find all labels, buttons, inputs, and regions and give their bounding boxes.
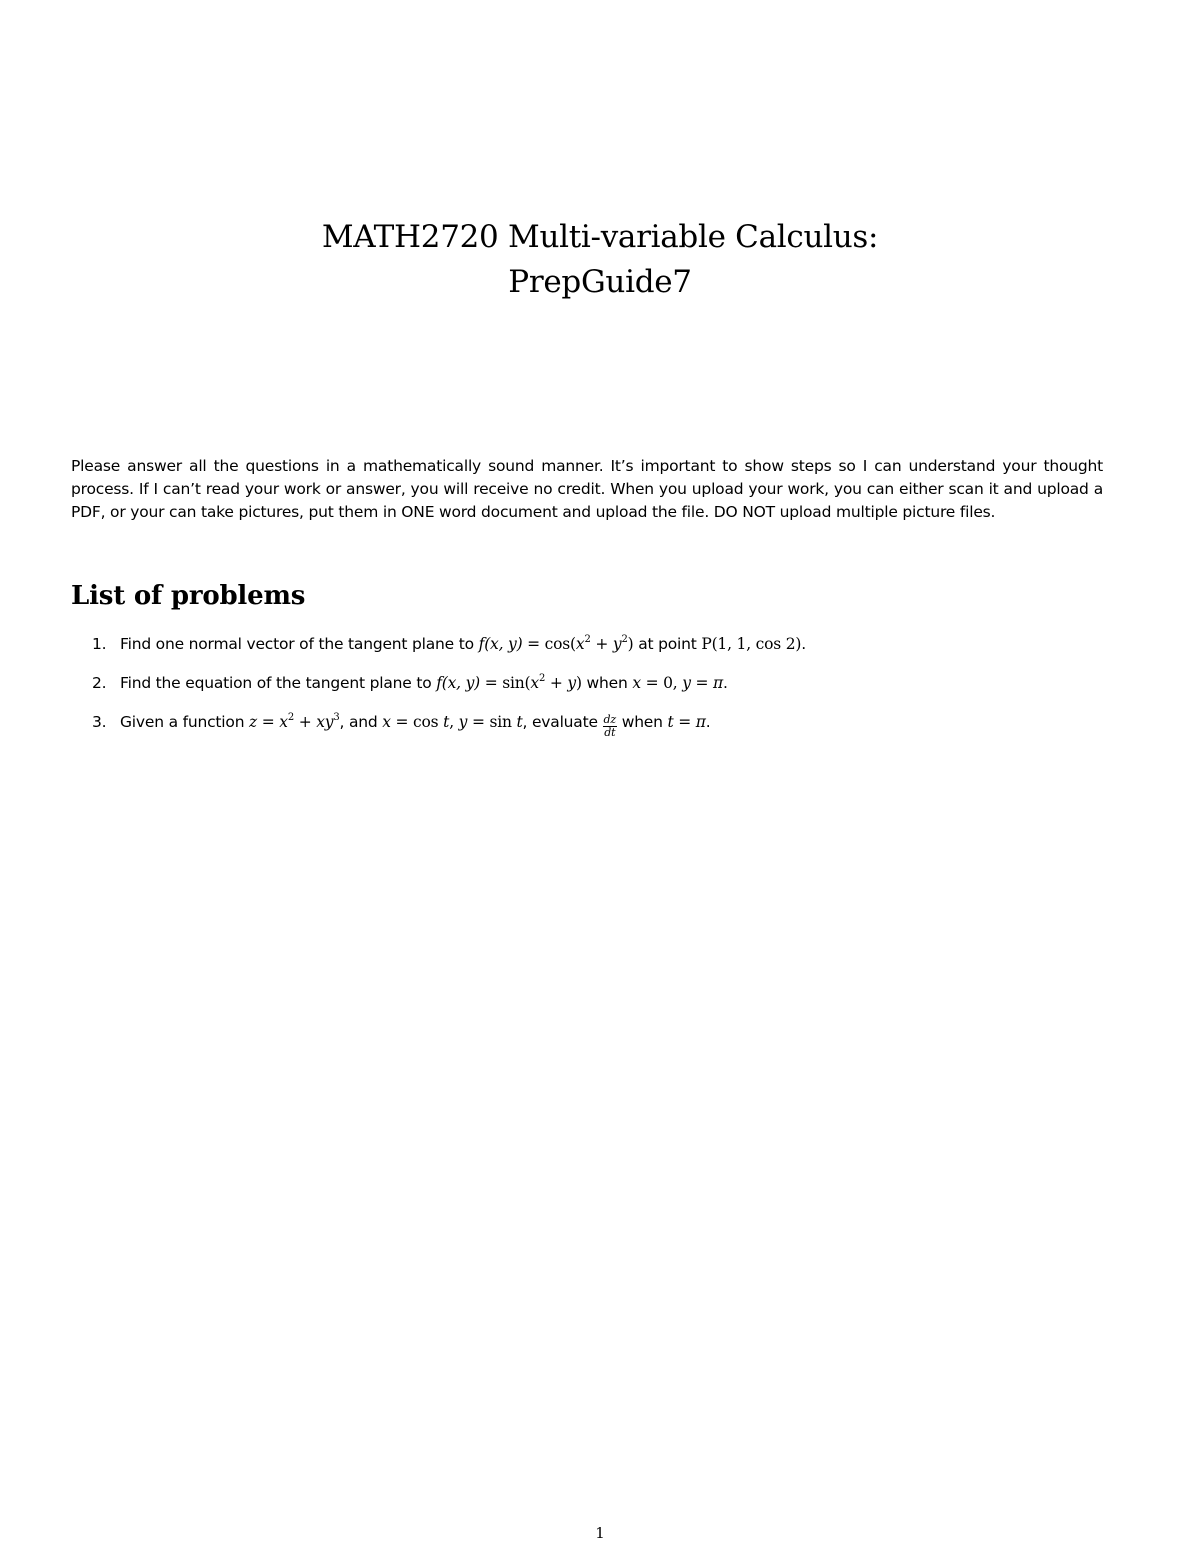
math-operator: =: [673, 713, 696, 731]
problem-item-1: [92, 630, 1092, 669]
math-symbol: x: [382, 713, 391, 731]
math-exponent: 2: [584, 634, 591, 645]
math-operator: = 0,: [640, 674, 683, 692]
math-exponent: 3: [333, 712, 340, 723]
math-symbol: f: [478, 635, 485, 653]
fraction-denominator: dt: [604, 726, 616, 739]
problem-text-segment: when: [581, 674, 633, 692]
problem-text: [120, 635, 806, 653]
problem-text-segment: when: [616, 713, 668, 731]
math-symbol: t: [667, 713, 674, 731]
problem-number: 2.: [92, 674, 107, 692]
math-operator: +: [545, 674, 568, 692]
math-symbol: π: [695, 713, 706, 731]
math-symbol: y: [612, 635, 622, 653]
math-operator: ): [575, 674, 582, 692]
math-operator: = cos: [390, 713, 444, 731]
math-exponent: 2: [287, 712, 294, 723]
math-symbol: t: [443, 713, 450, 731]
instructions-paragraph: Please answer all the questions in a mathematically sound manner. It’s important to show steps so I can understand your thought process. If I can’t read your work or answer, you will receive no credit. When you upload your work, you can either scan it and upload a PDF, or your can take pictures, put them in ONE word document and upload the file. DO NOT upload multiple picture files.: [71, 457, 1103, 522]
math-symbol: y: [458, 713, 468, 731]
problem-text-segment: .: [705, 713, 711, 731]
math-args: (x, y): [441, 674, 481, 692]
math-operator: = sin(: [480, 674, 531, 692]
math-symbol: x: [575, 635, 585, 653]
problem-text-segment: Find the equation of the tangent plane to: [120, 674, 437, 692]
page-number: 1: [595, 1524, 605, 1542]
problem-text: [120, 674, 728, 692]
fraction-numerator: dz: [603, 713, 616, 726]
problem-text-segment: .: [801, 635, 807, 653]
math-operator: +: [590, 635, 613, 653]
math-symbol: x: [530, 674, 539, 692]
problem-item-3: [92, 708, 1092, 747]
math-operator: ,: [449, 713, 459, 731]
problem-number: 3.: [92, 713, 107, 731]
document-title: MATH2720 Multi-variable Calculus:: [321, 219, 879, 255]
problem-text-segment: Find one normal vector of the tangent plane to: [120, 635, 479, 653]
math-operator: =: [257, 713, 280, 731]
math-point: P(1, 1, cos 2): [701, 635, 802, 653]
problem-text-segment: , evaluate: [522, 713, 603, 731]
math-symbol: xy: [316, 713, 334, 731]
math-exponent: 2: [538, 673, 546, 684]
problem-number: 1.: [92, 635, 107, 653]
math-operator: ): [627, 635, 634, 653]
math-symbol: f: [436, 674, 442, 692]
problem-text-segment: at point: [633, 635, 702, 653]
problem-text-segment: .: [723, 674, 728, 692]
derivative-fraction: [603, 714, 617, 739]
math-symbol: x: [632, 674, 641, 692]
section-heading: List of problems: [71, 581, 306, 611]
math-symbol: z: [249, 713, 258, 731]
math-symbol: y: [567, 674, 576, 692]
problem-list: [92, 630, 1092, 747]
math-symbol: x: [279, 713, 288, 731]
math-operator: +: [293, 713, 317, 731]
math-symbol: π: [713, 674, 724, 692]
document-subtitle: PrepGuide7: [508, 264, 692, 300]
math-exponent: 2: [621, 634, 628, 645]
math-operator: =: [690, 674, 714, 692]
problem-text-segment: Given a function: [120, 713, 250, 731]
problem-text-segment: , and: [339, 713, 383, 731]
math-symbol: t: [516, 713, 523, 731]
math-args: (x, y): [484, 635, 523, 653]
math-operator: = cos(: [522, 635, 576, 653]
math-symbol: y: [682, 674, 691, 692]
problem-item-2: [92, 669, 1092, 708]
math-operator: = sin: [467, 713, 517, 731]
problem-text: [120, 712, 711, 739]
